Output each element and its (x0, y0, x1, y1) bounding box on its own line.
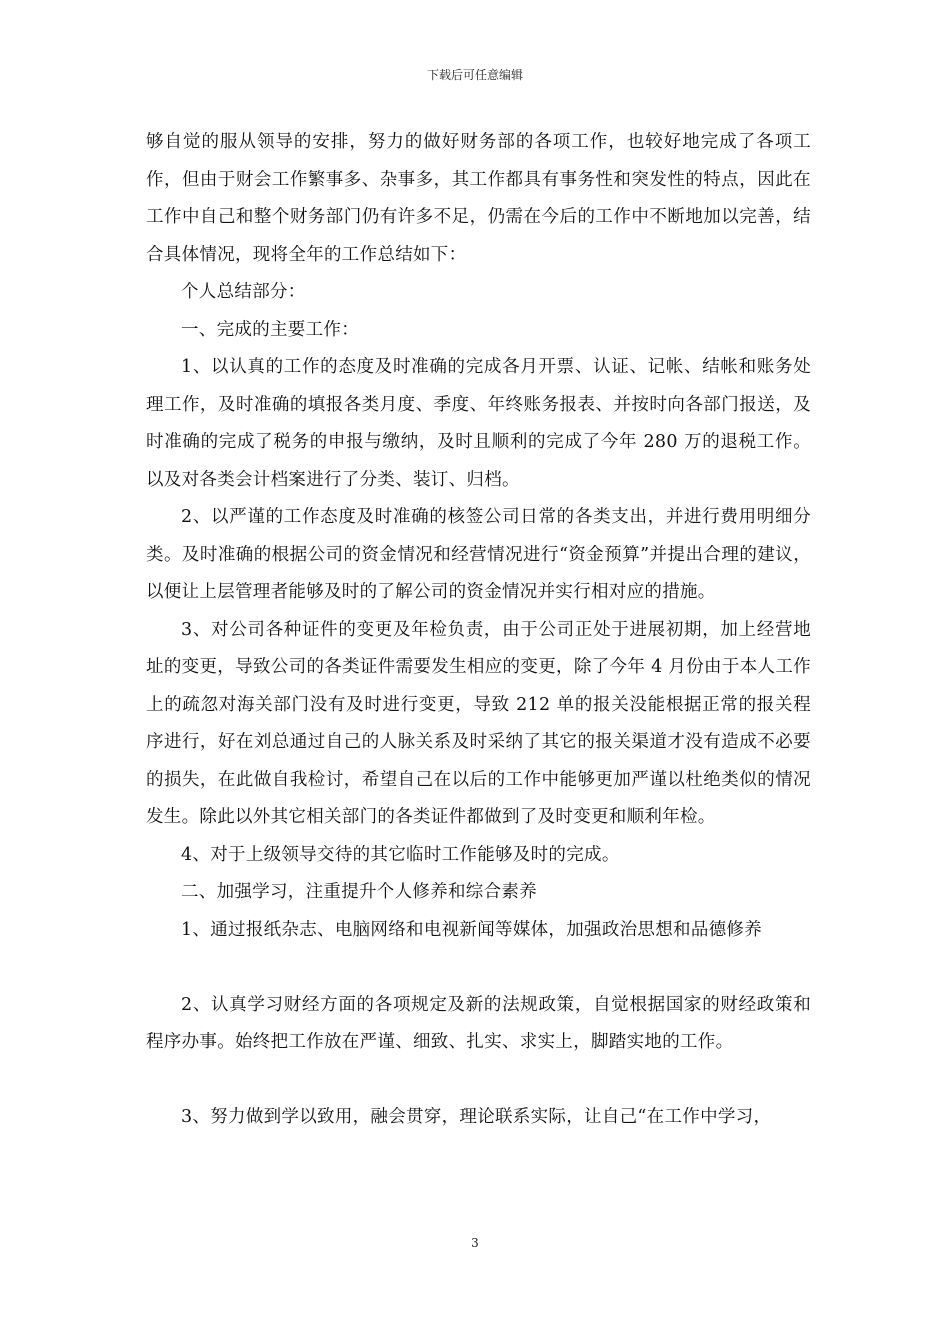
page-header: 下载后可任意编辑 (426, 68, 523, 82)
document-body (146, 124, 811, 1137)
section-heading-main-work: 一、完成的主要工作： (181, 319, 359, 340)
paragraph-learning-1: 1、通过报纸杂志、电脑网络和电视新闻等媒体，加强政治思想和品德修养 (181, 919, 763, 940)
paragraph-personal-summary-heading: 个人总结部分： (181, 282, 306, 302)
paragraph-learning-3: 3、努力做到学以致用，融会贯穿，理论联系实际，让自己“在工作中学习， (181, 1107, 772, 1127)
paragraph-item-3: 3、对公司各种证件的变更及年检负责，由于公司正处于进展初期，加上经营地址的变更，导致公司的各类证件需要发生相应的变更，除了今年 4 月份由于本人工作上的疏忽对海关部门没有及时进行变更，导致 212 单的报关没能根据正常的报关程序进行，好在刘总通过自己的人脉关系及时采纳了其它的报关渠道才没有造成不必要的损失，在此做自我检讨，希望自己在以后的工作中能够更加严谨以杜绝类似的情况发生。除此以外其它相关部门的各类证件都做到了及时变更和顺利年检。 (146, 619, 811, 827)
paragraph-continuation: 够自觉的服从领导的安排，努力的做好财务部的各项工作，也较好地完成了各项工作，但由于财会工作繁事多、杂事多，其工作都具有事务性和突发性的特点，因此在工作中自己和整个财务部门仍有许多不足，仍需在今后的工作中不断地加以完善，结合具体情况，现将全年的工作总结如下： (146, 132, 811, 265)
paragraph-learning-2: 2、认真学习财经方面的各项规定及新的法规政策，自觉根据国家的财经政策和程序办事。始终把工作放在严谨、细致、扎实、求实上，脚踏实地的工作。 (146, 994, 811, 1052)
paragraph-item-4: 4、对于上级领导交待的其它临时工作能够及时的完成。 (181, 844, 620, 865)
section-heading-learning: 二、加强学习，注重提升个人修养和综合素养 (181, 882, 537, 902)
page-number: 3 (471, 1236, 479, 1250)
paragraph-item-2: 2、以严谨的工作态度及时准确的核签公司日常的各类支出，并进行费用明细分类。及时准确的根据公司的资金情况和经营情况进行“资金预算”并提出合理的建议，以便让上层管理者能够及时的了解公司的资金情况并实行相对应的措施。 (146, 507, 811, 602)
blank-line (146, 1062, 811, 1100)
blank-line (146, 949, 811, 987)
paragraph-item-1: 1、以认真的工作的态度及时准确的完成各月开票、认证、记帐、结帐和账务处理工作，及时准确的填报各类月度、季度、年终账务报表、并按时向各部门报送，及时准确的完成了税务的申报与缴纳，及时且顺利的完成了今年 280 万的退税工作。以及对各类会计档案进行了分类、装订、归档。 (146, 357, 811, 490)
